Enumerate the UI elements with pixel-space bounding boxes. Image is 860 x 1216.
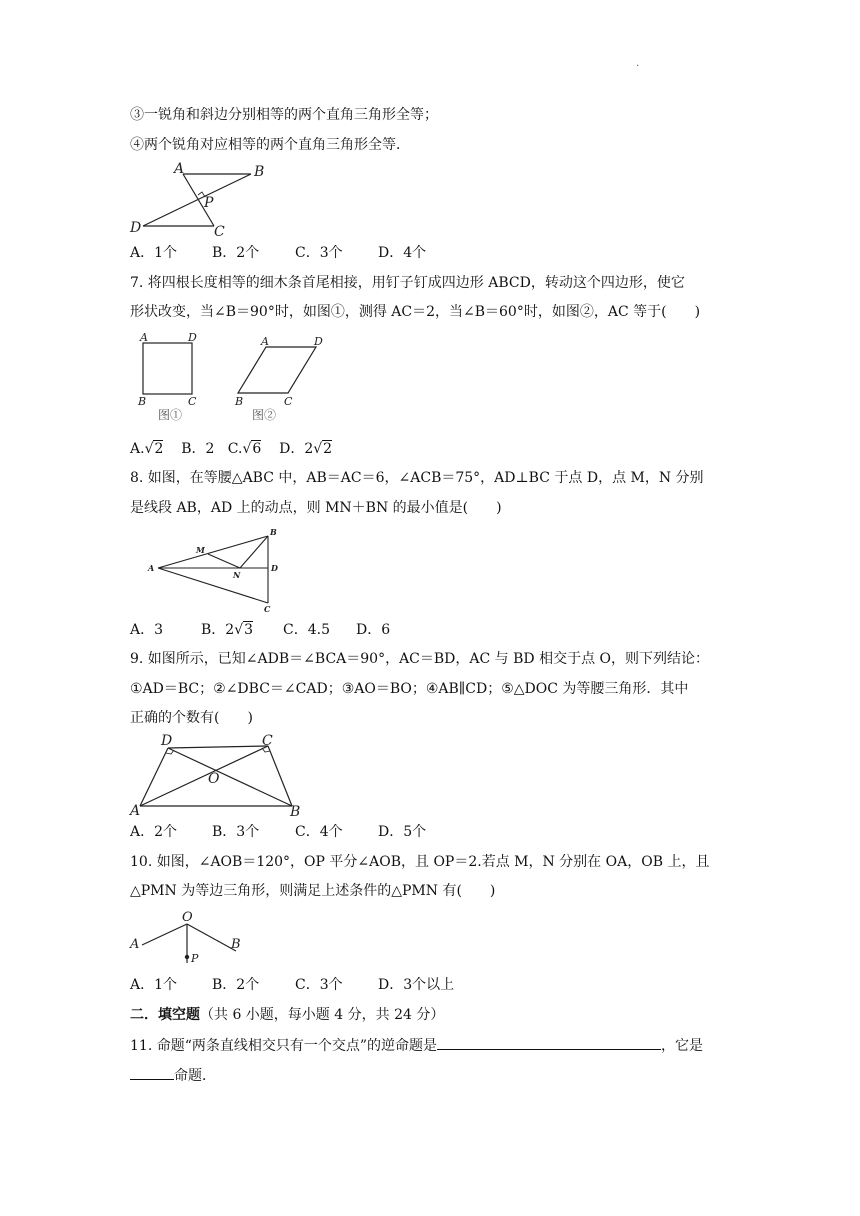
q8-option-b-label: B．2 bbox=[201, 622, 235, 638]
q7-option-d[interactable]: D．2√2 bbox=[279, 441, 333, 457]
label-p: P bbox=[204, 195, 214, 211]
label-b: B bbox=[270, 527, 277, 537]
q10-option-c[interactable]: C．3个 bbox=[295, 977, 343, 993]
label-d: D bbox=[271, 563, 278, 573]
segment-nb bbox=[240, 536, 268, 568]
label-c: C bbox=[262, 733, 273, 749]
q9-line-3: 正确的个数有( ) bbox=[130, 710, 253, 726]
q7-figure bbox=[132, 330, 332, 425]
fig1-label-d: D bbox=[188, 331, 197, 344]
fig1-label-a: A bbox=[140, 331, 148, 344]
segment-dc bbox=[168, 746, 268, 748]
label-p: P bbox=[191, 952, 199, 965]
q11-answer-blank-2[interactable] bbox=[130, 1065, 174, 1080]
q8-option-c[interactable]: C．4.5 bbox=[283, 622, 330, 638]
q8-figure bbox=[144, 526, 290, 614]
q7-options bbox=[130, 439, 332, 459]
q10-option-b[interactable]: B．2个 bbox=[212, 977, 260, 993]
section-title: 二．填空题 bbox=[130, 1007, 200, 1023]
label-b: B bbox=[231, 937, 241, 952]
q6-option-a[interactable]: A．1个 bbox=[130, 245, 178, 261]
q11-prompt-end: 命题． bbox=[174, 1068, 216, 1084]
label-d: D bbox=[130, 220, 142, 236]
q11-prompt: 11. 命题“两条直线相交只有一个交点”的逆命题是 bbox=[130, 1038, 438, 1054]
label-n: N bbox=[233, 570, 241, 580]
fig2-label-d: D bbox=[314, 335, 323, 348]
rhombus-abcd bbox=[238, 347, 316, 393]
label-m: M bbox=[196, 545, 205, 555]
label-c: C bbox=[214, 224, 225, 238]
q7-line-2: 形状改变，当∠B＝90°时，如图①，测得 AC＝2，当∠B＝60°时，如图②，AC 等于( ) bbox=[130, 304, 701, 320]
q8-option-b[interactable]: B．2√3 bbox=[201, 622, 254, 638]
q9-line-1: 9. 如图所示，已知∠ADB＝∠BCA＝90°，AC＝BD，AC 与 BD 相交于点 O，则下列结论： bbox=[130, 651, 710, 667]
label-b: B bbox=[254, 164, 265, 180]
q10-options bbox=[130, 975, 454, 995]
q6-option-b[interactable]: B．2个 bbox=[212, 245, 260, 261]
label-o: O bbox=[182, 910, 193, 925]
q10-line-2: △PMN 为等边三角形，则满足上述条件的△PMN 有( ) bbox=[130, 883, 496, 899]
q9-line-2: ①AD＝BC；②∠DBC＝∠CAD；③AO＝BO；④AB∥CD；⑤△DOC 为等腰三角形．其中 bbox=[130, 681, 689, 697]
q10-line-1: 10. 如图，∠AOB＝120°，OP 平分∠AOB，且 OP＝2.若点 M，N 分别在 OA，OB 上，且 bbox=[130, 854, 710, 870]
segment-ab bbox=[158, 536, 268, 568]
q7-option-a[interactable]: A.√2 bbox=[130, 441, 164, 457]
q7-line-1: 7. 将四根长度相等的细木条首尾相接，用钉子钉成四边形 ABCD，转动这个四边形，使它 bbox=[130, 275, 685, 291]
q6-option-d[interactable]: D．4个 bbox=[378, 245, 427, 261]
q6-statement-3: ③一锐角和斜边分别相等的两个直角三角形全等； bbox=[130, 107, 438, 123]
q6-figure bbox=[128, 160, 268, 238]
segment-mn bbox=[208, 554, 240, 568]
ray-oa bbox=[142, 924, 187, 945]
segment-ad bbox=[140, 748, 168, 806]
label-a: A bbox=[174, 161, 185, 177]
section-heading bbox=[130, 1005, 444, 1025]
fig2-caption: 图② bbox=[252, 408, 277, 422]
q8-line-2: 是线段 AB，AD 上的动点，则 MN＋BN 的最小值是( ) bbox=[130, 500, 502, 516]
fig1-label-b: B bbox=[138, 395, 147, 408]
q6-statement-4: ④两个锐角对应相等的两个直角三角形全等． bbox=[130, 137, 410, 153]
q11-answer-blank-1[interactable] bbox=[437, 1035, 661, 1050]
q7-option-c-radicand: 6 bbox=[252, 441, 262, 457]
q10-figure bbox=[128, 908, 248, 968]
q6-options bbox=[130, 243, 426, 263]
q11-line-1 bbox=[130, 1035, 703, 1056]
page-dot: . bbox=[636, 58, 640, 69]
q7-option-c-label: C. bbox=[227, 441, 243, 457]
q8-line-1: 8. 如图，在等腰△ABC 中，AB＝AC＝6，∠ACB＝75°，AD⊥BC 于点 D，点 M，N 分别 bbox=[130, 470, 704, 486]
q11-prompt-cont: ，它是 bbox=[661, 1038, 704, 1054]
segment-ac bbox=[140, 746, 268, 806]
q7-option-d-label: D．2 bbox=[279, 441, 314, 457]
q8-option-d[interactable]: D．6 bbox=[356, 622, 391, 638]
square-abcd bbox=[143, 343, 192, 394]
q9-option-d[interactable]: D．5个 bbox=[378, 824, 427, 840]
q8-option-a[interactable]: A．3 bbox=[130, 622, 164, 638]
q7-option-b[interactable]: B．2 bbox=[181, 441, 215, 457]
q9-option-c[interactable]: C．4个 bbox=[295, 824, 343, 840]
fig2-label-c: C bbox=[284, 395, 293, 408]
q7-option-d-radicand: 2 bbox=[323, 441, 333, 457]
q9-option-b[interactable]: B．3个 bbox=[212, 824, 260, 840]
fig2-label-b: B bbox=[235, 395, 244, 408]
q9-figure bbox=[128, 733, 308, 818]
q7-option-a-label: A. bbox=[130, 441, 145, 457]
q9-options bbox=[130, 822, 426, 842]
label-a: A bbox=[130, 937, 140, 952]
label-a: A bbox=[148, 563, 155, 573]
segment-bd bbox=[168, 748, 292, 806]
segment-ac bbox=[158, 568, 268, 603]
section-description: （共 6 小题，每小题 4 分，共 24 分） bbox=[200, 1007, 445, 1023]
label-o: O bbox=[208, 771, 220, 787]
fig2-label-a: A bbox=[261, 335, 269, 348]
fig1-caption: 图① bbox=[158, 408, 183, 422]
label-b: B bbox=[290, 804, 301, 818]
ray-ob bbox=[187, 924, 236, 951]
q9-option-a[interactable]: A．2个 bbox=[130, 824, 178, 840]
fig1-label-c: C bbox=[188, 395, 197, 408]
q10-option-a[interactable]: A．1个 bbox=[130, 977, 178, 993]
q7-option-c[interactable]: C.√6 bbox=[227, 441, 262, 457]
q6-option-c[interactable]: C．3个 bbox=[295, 245, 343, 261]
label-a: A bbox=[130, 803, 141, 818]
q11-line-2 bbox=[130, 1065, 216, 1086]
label-d: D bbox=[161, 733, 173, 749]
q10-option-d[interactable]: D．3个以上 bbox=[378, 977, 455, 993]
label-c: C bbox=[264, 604, 271, 614]
point-p bbox=[185, 955, 189, 959]
segment-bd bbox=[143, 174, 251, 226]
q8-options bbox=[130, 620, 390, 640]
q8-option-b-radicand: 3 bbox=[244, 622, 254, 638]
q7-option-a-radicand: 2 bbox=[154, 441, 164, 457]
